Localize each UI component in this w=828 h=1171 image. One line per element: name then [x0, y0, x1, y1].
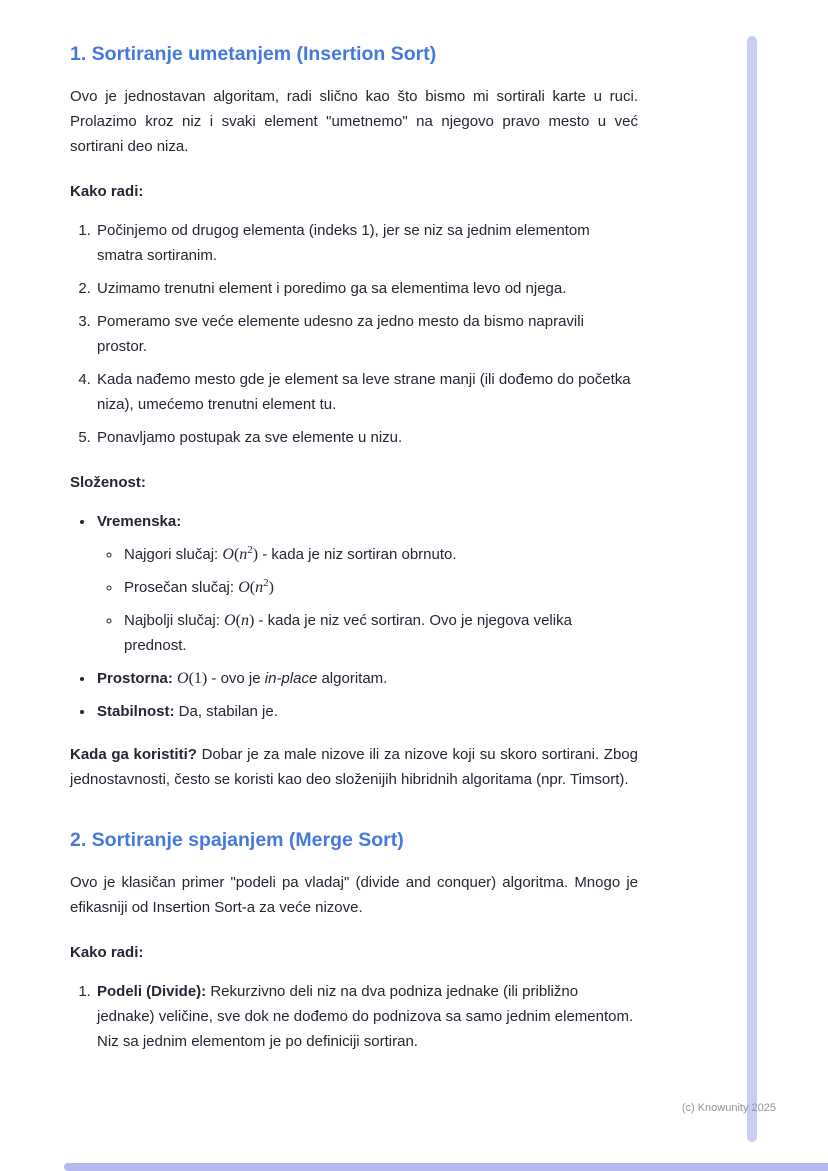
step-item-3: 3. Pomeramo sve veće elemente udesno za jedno mesto da bismo napravili prostor.: [95, 309, 638, 359]
merge-sort-steps-list: [70, 979, 638, 1054]
vremenska-worst-case: ◦ Najgori slučaj: $O(n^2)$ - kada je niz sortiran obrnuto.: [122, 542, 638, 567]
section-2-heading: 2. Sortiranje spajanjem (Merge Sort): [70, 829, 404, 851]
vremenska-best-case: ◦ Najbolji slučaj: O(n) - kada je niz već sortiran. Ovo je njegova velika prednost.: [122, 608, 638, 658]
step-item-2: 2. Uzimamo trenutni element i poredimo ga sa elementima levo od njega.: [95, 276, 638, 301]
copyright-footer: (c) Knowunity 2025: [681, 1102, 776, 1114]
vremenska-label: Vremenska:: [97, 513, 182, 530]
insertion-sort-steps-list: [70, 218, 638, 450]
vremenska-average-case: ◦ Prosečan slučaj: $O(n^2)$: [122, 575, 638, 600]
label-slozenost: Složenost:: [70, 474, 146, 491]
kada-koristiti-paragraph: Kada ga koristiti? Dobar je za male nizove ili za nizove koji su skoro sortirani. Zbog jednostavnosti, često se koristi kao deo složenijih hibridnih algoritama (npr. Timsort).: [70, 746, 638, 788]
document-content: [70, 0, 638, 1072]
section-2-intro: Ovo je klasičan primer "podeli pa vladaj" (divide and conquer) algoritma. Mnogo je efikasniji od Insertion Sort-a za veće nizove.: [70, 874, 638, 916]
section-1-heading: 1. Sortiranje umetanjem (Insertion Sort): [70, 43, 437, 65]
step-item-4: 4. Kada nađemo mesto gde je element sa leve strane manji (ili dođemo do početka niza), umećemo trenutni element tu.: [95, 367, 638, 417]
label-kako-radi-1: Kako radi:: [70, 183, 144, 200]
complexity-list: [70, 509, 638, 724]
step-item-5: 5. Ponavljamo postupak za sve elemente u nizu.: [95, 425, 638, 450]
page-bottom-bar: [64, 1163, 828, 1171]
stabilnost-item: • Stabilnost: Da, stabilan je.: [95, 699, 638, 724]
vremenska-sublist: [97, 542, 638, 658]
section-1-intro: Ovo je jednostavan algoritam, radi slično kao što bismo mi sortirali karte u ruci. Prolazimo kroz niz i svaki element "umetnemo" na njegovo pravo mesto u već sortirani deo niza.: [70, 88, 638, 155]
label-kako-radi-2: Kako radi:: [70, 944, 144, 961]
prostorna-item: • Prostorna: O(1) - ovo je in-place algoritam.: [95, 666, 638, 691]
scrollbar-thumb[interactable]: [747, 36, 757, 1142]
vremenska-item: [95, 509, 638, 658]
step-item-1: 1. Počinjemo od drugog elementa (indeks 1), jer se niz sa jednim elementom smatra sortiranim.: [95, 218, 638, 268]
merge-step-item-1: 1. Podeli (Divide): Rekurzivno deli niz na dva podniza jednake (ili približno jednake) veličine, sve dok ne dođemo do podnizova sa samo jednim elementom. Niz sa jednim elementom je po definiciji sortiran.: [95, 979, 638, 1054]
